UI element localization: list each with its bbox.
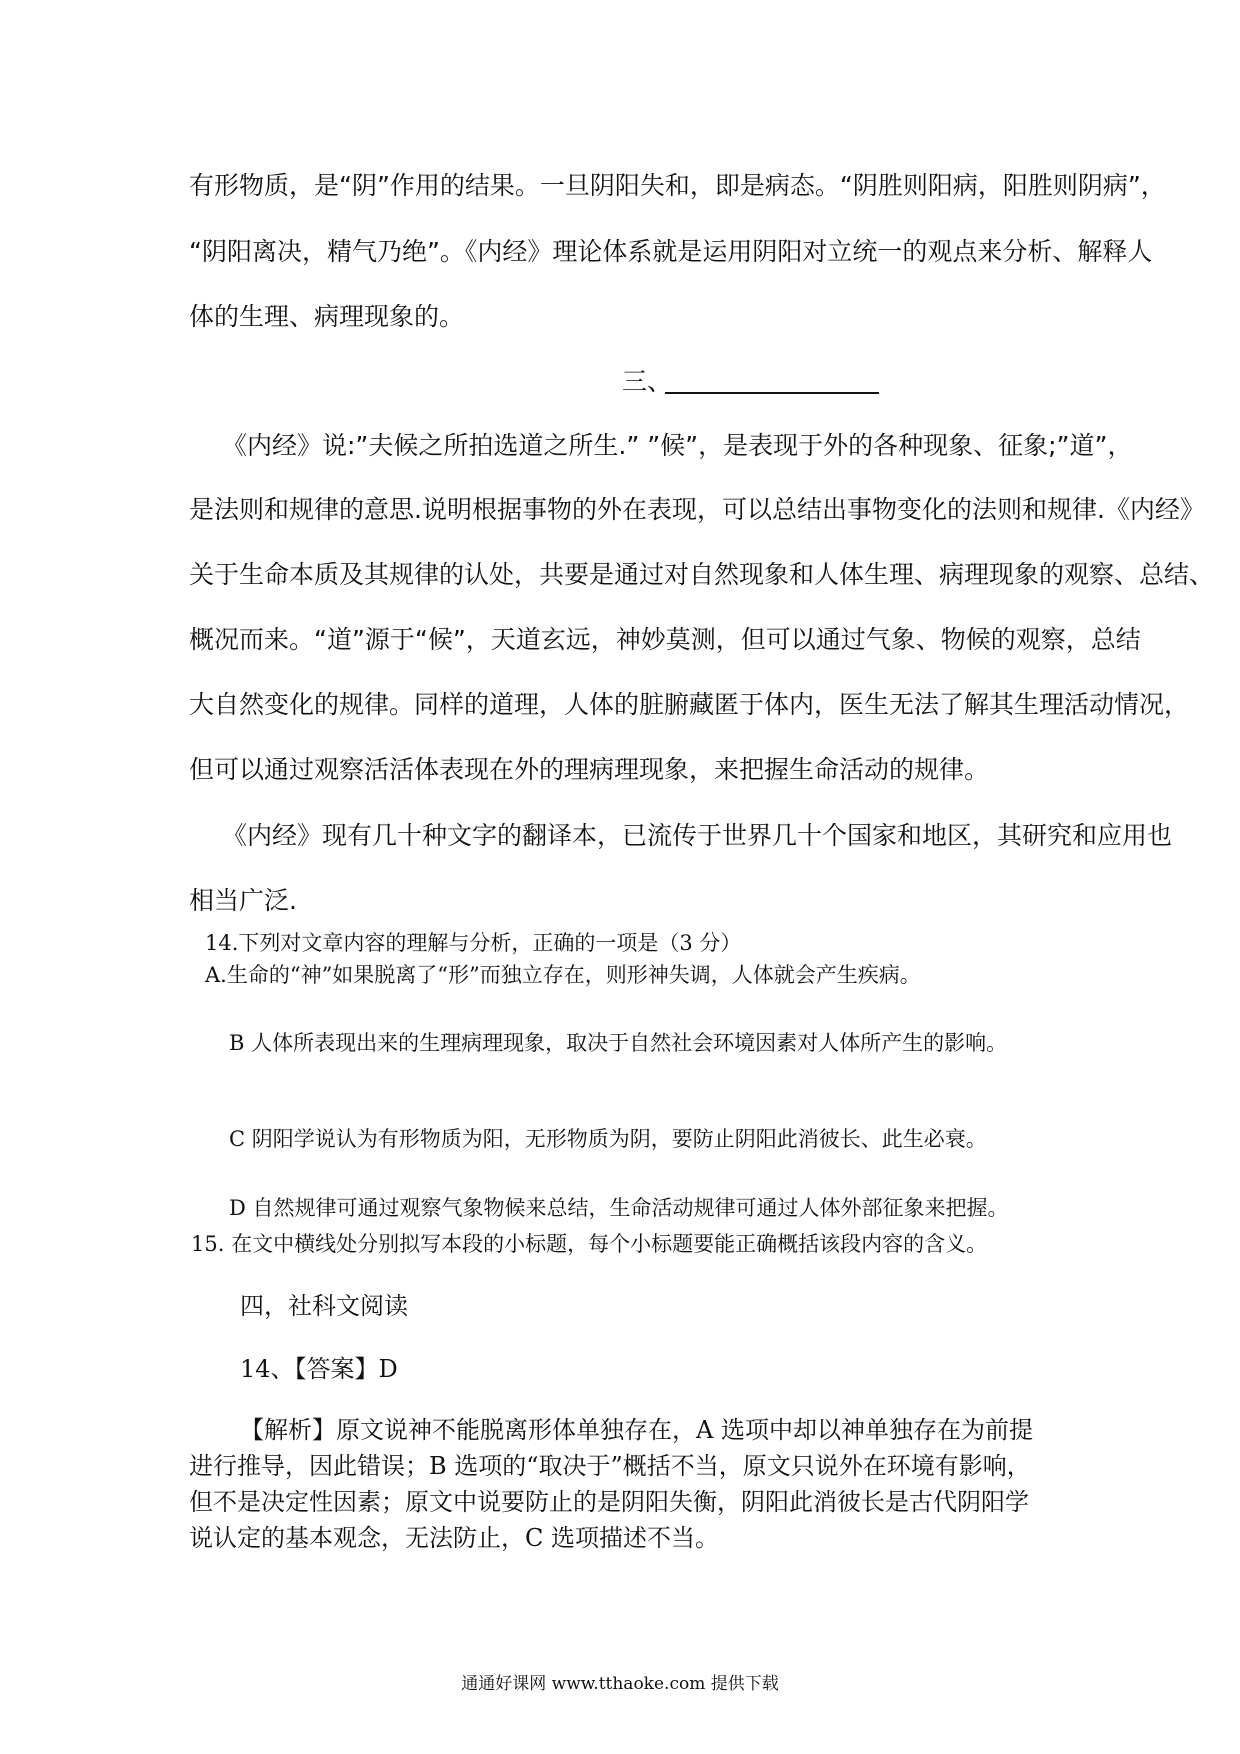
analysis-line-2: 进行推导，因此错误；B 选项的“取决于”概括不当，原文只说外在环境有影响， (189, 1452, 1031, 1480)
section-four-heading: 四，社科文阅读 (240, 1292, 408, 1320)
passage-p3-line-2: 相当广泛. (189, 886, 297, 915)
question-15-stem: 15. 在文中横线处分别拟写本段的小标题，每个小标题要能正确概括该段内容的含义。 (191, 1232, 988, 1256)
page-footer: 通通好课网 www.tthaoke.com 提供下载 (461, 1674, 779, 1694)
question-14-option-a: A.生命的“神”如果脱离了“形”而独立存在，则形神失调，人体就会产生疾病。 (205, 963, 921, 987)
question-14-option-c: C 阴阳学说认为有形物质为阳，无形物质为阴，要防止阴阳此消彼长、此生必衰。 (229, 1127, 987, 1151)
passage-p2-line-3: 关于生命本质及其规律的认处，共要是通过对自然现象和人体生理、病理现象的观察、总结、 (189, 560, 1215, 589)
passage-p1-line-3: 体的生理、病理现象的。 (189, 302, 465, 331)
passage-p1-line-1: 有形物质，是“阴”作用的结果。一旦阴阳失和，即是病态。“阴胜则阳病，阳胜则阴病”， (189, 171, 1166, 200)
passage-p1-line-2: “阴阳离决，精气乃绝”。《内经》理论体系就是运用阴阳对立统一的观点来分析、解释人 (189, 237, 1153, 266)
question-14-option-d: D 自然规律可通过观察气象物候来总结，生命活动规律可通过人体外部征象来把握。 (229, 1196, 1009, 1220)
passage-p2-line-1: 《内经》说:”夫候之所拍选道之所生.” ”候”，是表现于外的各种现象、征象;”道”， (222, 431, 1133, 460)
analysis-line-1: 【解析】原文说神不能脱离形体单独存在，A 选项中却以神单独存在为前提 (240, 1416, 1033, 1444)
passage-p2-line-5: 大自然变化的规律。同样的道理，人体的脏腑藏匿于体内，医生无法了解其生理活动情况， (189, 690, 1190, 719)
passage-p2-line-4: 概况而来。“道”源于“候”，天道玄远，神妙莫测，但可以通过气象、物候的观察，总结 (189, 625, 1141, 654)
analysis-line-4: 说认定的基本观念，无法防止，C 选项描述不当。 (189, 1524, 719, 1552)
passage-p2-line-6: 但可以通过观察活活体表现在外的理病理现象，来把握生命活动的规律。 (189, 755, 990, 784)
passage-p2-line-2: 是法则和规律的意思.说明根据事物的外在表现，可以总结出事物变化的法则和规律.《内经》 (189, 495, 1205, 524)
section-three-blank (665, 392, 879, 394)
analysis-line-3: 但不是决定性因素；原文中说要防止的是阴阳失衡，阴阳此消彼长是古代阴阳学 (189, 1488, 1029, 1516)
answer-14: 14、【答案】D (240, 1355, 398, 1383)
question-14-option-b: B 人体所表现出来的生理病理现象，取决于自然社会环境因素对人体所产生的影响。 (229, 1031, 1008, 1055)
question-14-stem: 14.下列对文章内容的理解与分析，正确的一项是（3 分） (205, 931, 742, 955)
passage-p3-line-1: 《内经》现有几十种文字的翻译本，已流传于世界几十个国家和地区，其研究和应用也 (222, 821, 1173, 850)
section-three-heading: 三、 (622, 367, 673, 396)
